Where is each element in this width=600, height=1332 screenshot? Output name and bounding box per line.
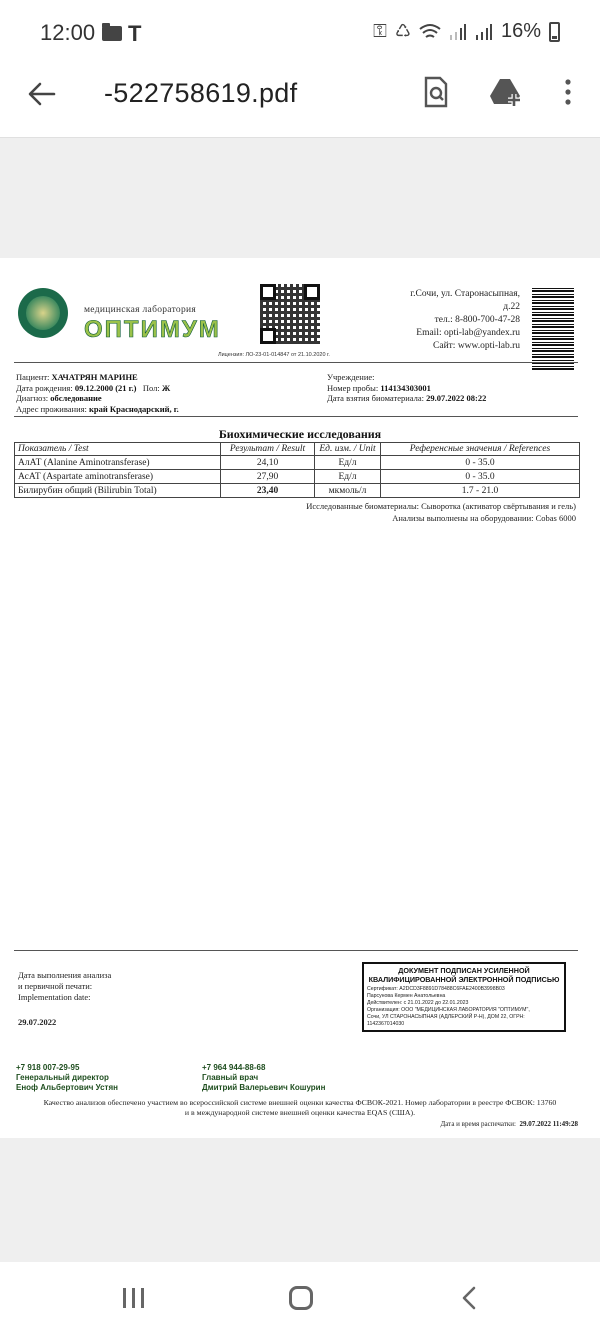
impl-line-2: и первичной печати: [18, 981, 93, 991]
contact-address-2: д.22 [503, 302, 520, 312]
patient-block-right [327, 372, 486, 404]
signature-valid: Действителен: с 21.01.2022 до 22.01.2023 [367, 1000, 469, 1006]
signature-cert: Сертификат: A2DCD3F8891D78488C6FAE2400B3998B03 [367, 986, 505, 992]
sex-label: Пол: [142, 382, 160, 393]
status-time: 12:00 [40, 20, 96, 45]
qr-corner [260, 284, 276, 300]
contact-site: Сайт: www.opti-lab.ru [433, 341, 520, 351]
quality-line-1: Качество анализов обеспечено участием во всероссийской системе внешней оценки качества ФСВОК-2021. Номер лаборатории в реестре ФСВОК: 13760 [43, 1098, 557, 1107]
file-title: -522758619.pdf [104, 78, 298, 108]
sample-label: Номер пробы: [327, 382, 379, 393]
signature-org-1: Организация: ООО "МЕДИЦИНСКАЯ ЛАБОРАТОРИЯ "ОПТИМУМ", [367, 1007, 530, 1013]
signal-icon [449, 23, 467, 41]
header-reference: Референсные значения / References [381, 443, 580, 456]
chief-name: Дмитрий Валерьевич Кошурин [202, 1083, 326, 1092]
divider [14, 416, 578, 417]
cell-test: АлАТ (Alanine Aminotransferase) [15, 456, 221, 470]
lab-subtitle: медицинская лаборатория [84, 305, 197, 315]
pdf-viewer[interactable] [0, 138, 600, 1262]
dob-label: Дата рождения: [16, 382, 73, 393]
lab-logo-icon [18, 288, 68, 338]
app-bar [0, 64, 600, 138]
lab-brand: ОПТИМУМ [84, 316, 221, 343]
implementation-block [18, 970, 111, 1028]
key-icon: ⚿ [373, 21, 387, 41]
battery-icon [549, 22, 560, 42]
chief-doctor-block [202, 1063, 325, 1093]
director-block [16, 1063, 118, 1093]
sample-value: 114134303001 [380, 382, 431, 393]
address-label: Адрес проживания: [16, 403, 87, 414]
signature-title-1: ДОКУМЕНТ ПОДПИСАН УСИЛЕННОЙ [398, 966, 530, 975]
status-icons [373, 20, 560, 43]
divider [14, 362, 578, 363]
status-bar [0, 0, 600, 64]
address-value: край Краснодарский, г. [89, 403, 179, 414]
director-name: Еноф Альбертович Устян [16, 1083, 118, 1092]
signature-title-2: КВАЛИФИЦИРОВАННОЙ ЭЛЕКТРОННОЙ ПОДПИСЬЮ [368, 974, 560, 984]
patient-block-left [16, 372, 179, 414]
table-row [15, 484, 580, 498]
license: Лицензия: ЛО-23-01-014847 от 21.10.2020 г. [218, 352, 330, 358]
battery-percent: 16% [500, 20, 541, 42]
cell-result: 23,40 [221, 484, 315, 498]
cell-reference: 0 - 35.0 [381, 470, 580, 484]
quality-line-2: и в международной системе внешней оценки качества EQAS (США). [184, 1108, 416, 1117]
recent-bar [132, 1288, 135, 1308]
signature-owner: Парсунова Кермен Анатольевна [367, 993, 446, 999]
diagnosis-label: Диагноз: [16, 393, 49, 403]
signature-org-3: 1142367014030 [367, 1021, 405, 1027]
cell-test: АсАТ (Aspartate aminotransferase) [15, 470, 221, 484]
cell-result: 27,90 [221, 470, 315, 484]
table-row [15, 470, 580, 484]
qr-corner [304, 284, 320, 300]
section-title: Биохимические исследования [218, 427, 382, 441]
note-equipment: Анализы выполнены на оборудовании: Cobas 6000 [392, 513, 576, 523]
lab-contacts [410, 288, 520, 353]
printed-datetime [440, 1120, 578, 1128]
t-notification-icon: T [128, 21, 142, 46]
patient-name-label: Пациент: [16, 372, 50, 382]
director-role: Генеральный директор [16, 1073, 109, 1082]
contact-phone: тел.: 8-800-700-47-28 [434, 315, 520, 325]
recent-bar [141, 1288, 144, 1308]
cell-unit: мкмоль/л [315, 484, 381, 498]
home-button[interactable] [289, 1286, 313, 1310]
divider [14, 950, 578, 951]
recycle-icon: ♺ [394, 21, 411, 41]
chief-phone: +7 964 944-88-68 [202, 1063, 266, 1072]
back-arrow-icon[interactable] [26, 78, 58, 110]
results-table [14, 442, 580, 498]
cell-reference: 1.7 - 21.0 [381, 484, 580, 498]
biomaterial-date-value: 29.07.2022 08:22 [426, 393, 487, 403]
header-result: Результат / Result [221, 443, 315, 456]
header-unit: Ед. изм. / Unit [315, 443, 381, 456]
signal-icon-2 [475, 23, 493, 41]
cell-test: Билирубин общий (Bilirubin Total) [15, 484, 221, 498]
contact-address-1: г.Сочи, ул. Старонасыпная, [410, 289, 520, 299]
navigation-bar [0, 1262, 600, 1332]
table-row [15, 456, 580, 470]
signature-org-2: Сочи, УЛ СТАРОНАСЫПНАЯ (АДЛЕРСКИЙ Р-Н), ДОМ 22, ОГРН: [367, 1014, 525, 1020]
qr-corner [260, 328, 276, 344]
institution-label: Учреждение: [327, 372, 375, 382]
wifi-icon [419, 23, 441, 41]
chief-role: Главный врач [202, 1073, 259, 1082]
signature-box [362, 962, 566, 1032]
table-header-row [15, 443, 580, 456]
impl-line-3: Implementation date: [18, 992, 91, 1002]
pdf-page [0, 258, 600, 1138]
printed-value: 29.07.2022 11:49:28 [519, 1120, 578, 1128]
cell-unit: Ед/л [315, 470, 381, 484]
header-test: Показатель / Test [15, 443, 221, 456]
patient-name: ХАЧАТРЯН МАРИНЕ [51, 372, 138, 382]
folder-icon [102, 26, 122, 41]
more-options-icon[interactable] [550, 74, 586, 110]
recent-bar [123, 1288, 126, 1308]
diagnosis-value: обследование [50, 393, 102, 403]
contact-email: Email: opti-lab@yandex.ru [416, 328, 520, 338]
impl-line-1: Дата выполнения анализа [18, 970, 112, 980]
impl-date: 29.07.2022 [18, 1017, 57, 1027]
sex-value: Ж [161, 382, 171, 393]
cell-reference: 0 - 35.0 [381, 456, 580, 470]
recent-apps-button[interactable] [123, 1288, 145, 1308]
nav-back-icon[interactable] [460, 1286, 480, 1310]
cell-result: 24,10 [221, 456, 315, 470]
biomaterial-date-label: Дата взятия биоматериала: [327, 393, 424, 403]
director-phone: +7 918 007-29-95 [16, 1063, 80, 1072]
search-document-icon[interactable] [418, 74, 454, 110]
note-biomaterials: Исследованные биоматериалы: Сыворотка (активатор свёртывания и гель) [306, 501, 576, 511]
cell-unit: Ед/л [315, 456, 381, 470]
dob-value: 09.12.2000 (21 г.) [74, 382, 137, 393]
barcode [532, 286, 574, 370]
printed-label: Дата и время распечатки: [440, 1120, 516, 1128]
drive-add-icon[interactable] [488, 74, 524, 110]
